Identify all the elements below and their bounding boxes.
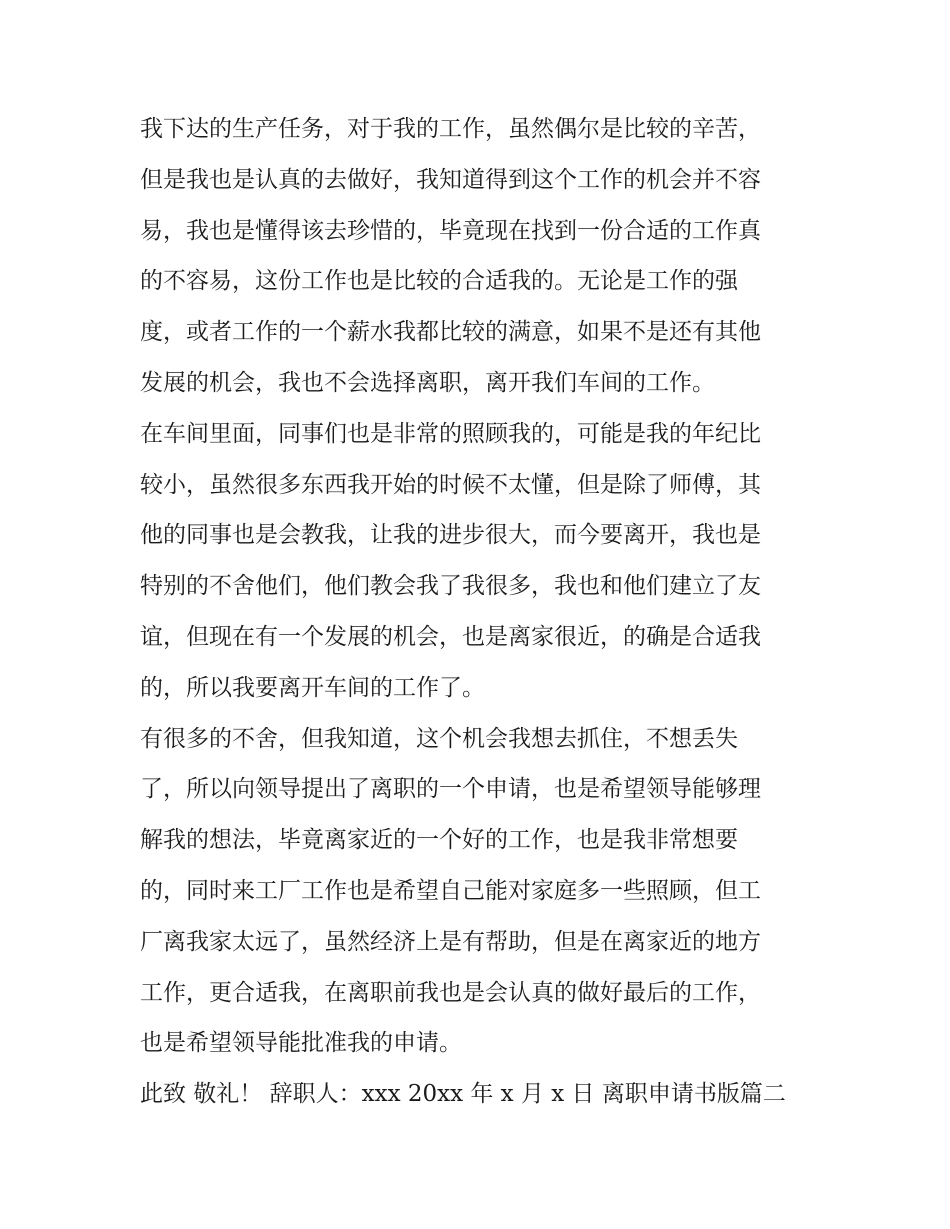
text-line: 特别的不舍他们，他们教会我了我很多，我也和他们建立了友 xyxy=(140,573,761,600)
text-line: 的，同时来工厂工作也是希望自己能对家庭多一些照顾，但工 xyxy=(140,877,761,904)
text-line: 厂离我家太远了，虽然经济上是有帮助，但是在离家近的地方 xyxy=(140,928,761,955)
text-line: 易，我也是懂得该去珍惜的，毕竟现在找到一份合适的工作真 xyxy=(140,217,761,244)
text-line: 也是希望领导能批准我的申请。 xyxy=(140,1030,462,1057)
text-line: 在车间里面，同事们也是非常的照顾我的，可能是我的年纪比 xyxy=(140,420,761,447)
text-line: 度，或者工作的一个薪水我都比较的满意，如果不是还有其他 xyxy=(140,319,761,346)
text-line: 的不容易，这份工作也是比较的合适我的。无论是工作的强 xyxy=(140,268,738,295)
text-line: 有很多的不舍，但我知道，这个机会我想去抓住，不想丢失 xyxy=(140,725,738,752)
text-line: 较小，虽然很多东西我开始的时候不太懂，但是除了师傅，其 xyxy=(140,471,761,498)
text-line: 的，所以我要离开车间的工作了。 xyxy=(140,674,485,701)
document-body xyxy=(140,104,820,1120)
text-line: 我下达的生产任务，对于我的工作，虽然偶尔是比较的辛苦， xyxy=(140,116,761,142)
text-line: 解我的想法，毕竟离家近的一个好的工作，也是我非常想要 xyxy=(140,827,738,854)
text-line: 他的同事也是会教我，让我的进步很大，而今要离开，我也是 xyxy=(140,522,761,549)
text-line: 但是我也是认真的去做好，我知道得到这个工作的机会并不容 xyxy=(140,166,761,193)
text-line: 了，所以向领导提出了离职的一个申请，也是希望领导能够理 xyxy=(140,776,761,803)
closing-line: 此致 敬礼！ 辞职人：xxx 20xx 年 x 月 x 日 离职申请书版篇二 xyxy=(140,1081,786,1108)
text-line: 工作，更合适我，在离职前我也是会认真的做好最后的工作， xyxy=(140,979,761,1006)
text-line: 谊，但现在有一个发展的机会，也是离家很近，的确是合适我 xyxy=(140,623,761,650)
text-line: 发展的机会，我也不会选择离职，离开我们车间的工作。 xyxy=(140,369,715,396)
